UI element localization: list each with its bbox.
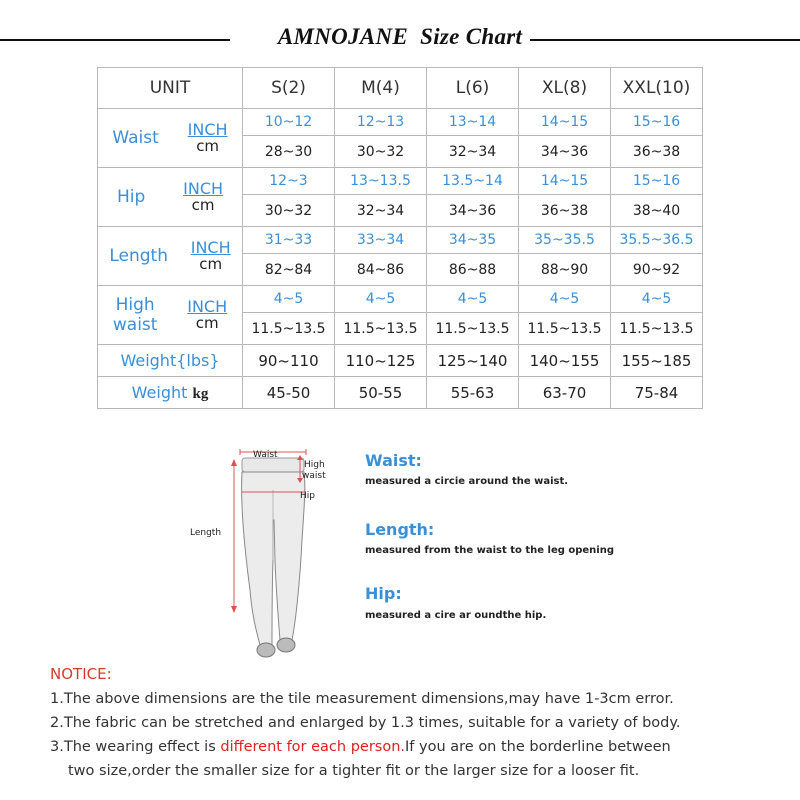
- weight-kg-label: Weight: [131, 382, 188, 402]
- table-cell: 75-84: [611, 377, 703, 409]
- table-cell: 55-63: [427, 377, 519, 409]
- table-cell: 140~155: [519, 345, 611, 377]
- notice-heading: NOTICE:: [50, 665, 112, 683]
- group-label-line1: High: [115, 295, 155, 315]
- table-cell: 155~185: [611, 345, 703, 377]
- table-cell: 63-70: [519, 377, 611, 409]
- group-label: Hip: [116, 187, 146, 207]
- unit-inch: INCH: [187, 120, 228, 139]
- table-cell: 11.5~13.5: [243, 313, 335, 345]
- row-group-waist: [98, 109, 243, 168]
- table-cell: 36~38: [519, 195, 611, 227]
- unit-inch: INCH: [190, 238, 231, 257]
- header-cell: M(4): [335, 68, 427, 109]
- table-cell: 15~16: [611, 109, 703, 136]
- figure-label-high-waist-2: waist: [302, 471, 326, 481]
- desc-heading-waist: Waist:: [365, 451, 422, 470]
- figure-label-waist: Waist: [253, 450, 278, 460]
- notice-line-2: 2.The fabric can be stretched and enlarged by 1.3 times, suitable for a variety of body.: [50, 715, 681, 731]
- row-group-high-waist: [98, 286, 243, 345]
- header-cell-unit: UNIT: [98, 68, 243, 109]
- unit-cm: cm: [195, 314, 219, 332]
- weight-kg-unit: kg: [192, 385, 209, 402]
- header-cell: XL(8): [519, 68, 611, 109]
- header-cell: L(6): [427, 68, 519, 109]
- unit-inch: INCH: [187, 297, 228, 316]
- table-cell: 45-50: [243, 377, 335, 409]
- table-cell: 30~32: [335, 136, 427, 168]
- group-label: Waist: [112, 128, 159, 148]
- table-row: [98, 168, 703, 195]
- figure-label-hip: Hip: [300, 491, 315, 501]
- table-cell: 36~38: [611, 136, 703, 168]
- notice-line-3: [50, 739, 671, 755]
- table-cell: 90~110: [243, 345, 335, 377]
- table-cell: 32~34: [335, 195, 427, 227]
- table-cell: 12~3: [243, 168, 335, 195]
- table-cell: 10~12: [243, 109, 335, 136]
- table-cell: 82~84: [243, 254, 335, 286]
- table-cell: 12~13: [335, 109, 427, 136]
- group-label-line2: waist: [112, 315, 158, 335]
- leggings-diagram: [230, 440, 360, 665]
- row-group-hip: [98, 168, 243, 227]
- table-cell: 14~15: [519, 109, 611, 136]
- table-cell: 4~5: [519, 286, 611, 313]
- table-cell: 14~15: [519, 168, 611, 195]
- unit-cm: cm: [196, 137, 220, 155]
- unit-cm: cm: [199, 255, 223, 273]
- notice-line-3-pre: 3.The wearing effect is: [50, 739, 221, 755]
- weight-kg-label-cell: [98, 377, 243, 409]
- table-cell: 15~16: [611, 168, 703, 195]
- unit-cm: cm: [191, 196, 215, 214]
- group-label: Length: [109, 246, 168, 266]
- table-cell: 34~36: [427, 195, 519, 227]
- notice-line-1: 1.The above dimensions are the tile measurement dimensions,may have 1-3cm error.: [50, 691, 674, 707]
- table-row: [98, 227, 703, 254]
- table-cell: 33~34: [335, 227, 427, 254]
- table-cell: 4~5: [335, 286, 427, 313]
- table-header-row: [98, 68, 703, 109]
- page-title-text: AMNOJANE Size Chart: [270, 24, 530, 49]
- table-row-weight-kg: [98, 377, 703, 409]
- table-cell: 4~5: [427, 286, 519, 313]
- unit-inch: INCH: [183, 179, 224, 198]
- table-cell: 35.5~36.5: [611, 227, 703, 254]
- table-cell: 11.5~13.5: [519, 313, 611, 345]
- table-row: [98, 109, 703, 136]
- table-cell: 125~140: [427, 345, 519, 377]
- table-cell: 34~36: [519, 136, 611, 168]
- table-cell: 50-55: [335, 377, 427, 409]
- table-cell: 90~92: [611, 254, 703, 286]
- desc-text-waist: measured a circie around the waist.: [365, 476, 569, 487]
- weight-lbs-label: Weight{lbs}: [98, 345, 243, 377]
- page-title: [0, 24, 800, 50]
- table-cell: 31~33: [243, 227, 335, 254]
- table-cell: 84~86: [335, 254, 427, 286]
- table-cell: 86~88: [427, 254, 519, 286]
- size-chart-table: [97, 67, 703, 409]
- table-row: [98, 286, 703, 313]
- header-cell: S(2): [243, 68, 335, 109]
- table-cell: 110~125: [335, 345, 427, 377]
- figure-label-length: Length: [190, 528, 222, 538]
- table-cell: 13.5~14: [427, 168, 519, 195]
- table-cell: 88~90: [519, 254, 611, 286]
- leggings-illustration: [230, 440, 360, 665]
- header-cell: XXL(10): [611, 68, 703, 109]
- table-cell: 13~14: [427, 109, 519, 136]
- table-cell: 11.5~13.5: [427, 313, 519, 345]
- table-cell: 13~13.5: [335, 168, 427, 195]
- notice-line-3-highlight: different for each person.: [220, 739, 406, 755]
- group-label: [113, 295, 158, 335]
- notice-line-3-post: If you are on the borderline between: [405, 739, 671, 755]
- table-cell: 34~35: [427, 227, 519, 254]
- table-cell: 32~34: [427, 136, 519, 168]
- table-cell: 28~30: [243, 136, 335, 168]
- table-cell: 11.5~13.5: [335, 313, 427, 345]
- table-cell: 30~32: [243, 195, 335, 227]
- table-cell: 35~35.5: [519, 227, 611, 254]
- desc-heading-hip: Hip:: [365, 584, 402, 603]
- table-cell: 4~5: [611, 286, 703, 313]
- desc-text-hip: measured a cire ar oundthe hip.: [365, 610, 547, 621]
- table-cell: 38~40: [611, 195, 703, 227]
- desc-text-length: measured from the waist to the leg opening: [365, 545, 614, 556]
- notice-line-4: two size,order the smaller size for a tighter fit or the larger size for a looser fit.: [68, 763, 640, 779]
- row-group-length: [98, 227, 243, 286]
- desc-heading-length: Length:: [365, 520, 435, 539]
- figure-label-high-waist-1: High: [304, 460, 325, 470]
- table-cell: 11.5~13.5: [611, 313, 703, 345]
- table-cell: 4~5: [243, 286, 335, 313]
- table-row-weight-lbs: [98, 345, 703, 377]
